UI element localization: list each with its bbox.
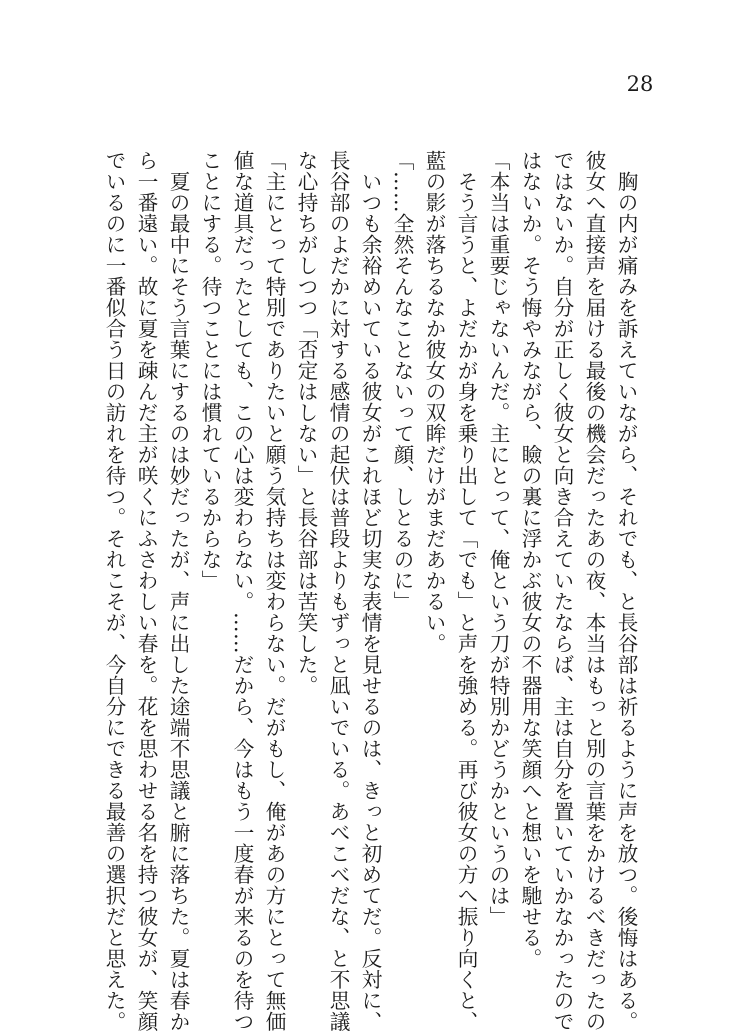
text-line: いつも余裕めいている彼女がこれほど切実な表情を見せるのは、きっと初めてだ。反対に、: [358, 150, 382, 1032]
text-line: 「主にとって特別でありたいと願う気持ちは変わらない。だがもし、俺があの方にとって無価: [262, 150, 286, 1032]
text-line: 藍の影が落ちるなか彼女の双眸だけがまだあかるい。: [422, 150, 446, 654]
page-number: 28: [626, 72, 654, 96]
text-line: 胸の内が痛みを訴えていながら、それでも、と長谷部は祈るように声を放つ。後悔はある。: [614, 150, 638, 1032]
text-line: 「……全然そんなことないって顔、しとるのに」: [390, 150, 414, 612]
text-line: な心持ちがしつつ「否定はしない」と長谷部は苦笑した。: [294, 150, 318, 696]
novel-body-text: [102, 150, 642, 1032]
text-line: 夏の最中にそう言葉にするのは妙だったが、声に出した途端不思議と腑に落ちた。夏は春か: [166, 150, 190, 1032]
text-line: 彼女へ直接声を届ける最後の機会だったあの夜、本当はもっと別の言葉をかけるべきだったの: [582, 150, 606, 1032]
text-line: 値な道具だったとしても、この心は変わらない。……だから、今はもう一度春が来るのを待つ: [230, 150, 254, 1032]
text-line: ではないか。自分が正しく彼女と向き合えていたならば、主は自分を置いていかなかったので: [550, 150, 574, 1032]
text-line: 長谷部のよだかに対する感情の起伏は普段よりもずっと凪いでいる。あべこべだな、と不思議: [326, 150, 350, 1032]
text-line: ら一番遠い。故に夏を疎んだ主が咲くにふさわしい春を。花を思わせる名を持つ彼女が、笑顔: [134, 150, 158, 1032]
text-line: ことにする。待つことには慣れているからな」: [198, 150, 222, 591]
text-line: でいるのに一番似合う日の訪れを待つ。それこそが、今自分にできる最善の選択だと思えた。: [102, 150, 126, 1032]
text-line: 「本当は重要じゃないんだ。主にとって、俺という刀が特別かどうかというのは」: [486, 150, 510, 927]
text-line: はないか。そう悔やみながら、瞼の裏に浮かぶ彼女の不器用な笑顔へと想いを馳せる。: [518, 150, 542, 969]
text-line: そう言うと、よだかが身を乗り出して「でも」と声を強める。再び彼女の方へ振り向くと、: [454, 150, 478, 1032]
